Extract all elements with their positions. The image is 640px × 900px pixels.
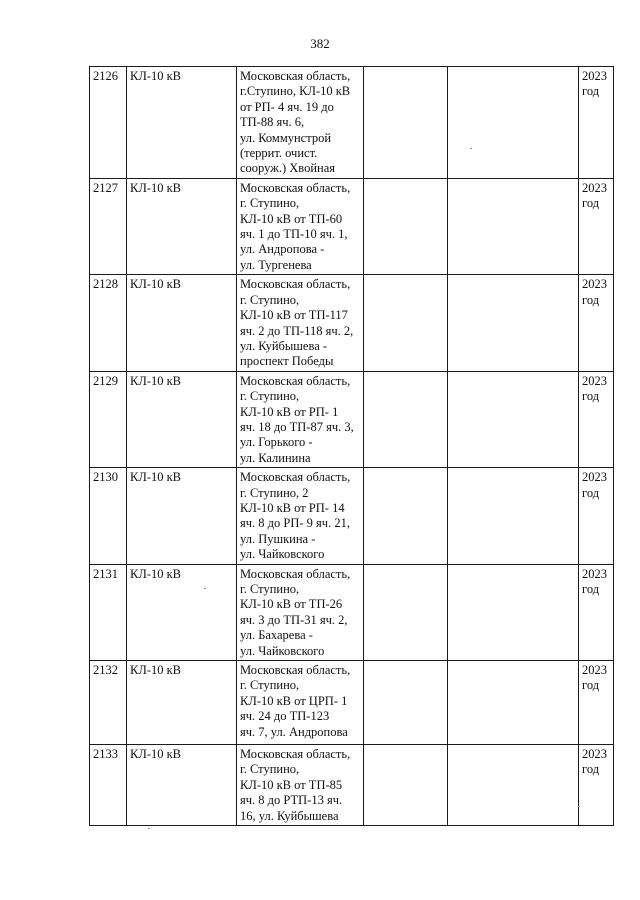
table-row: [90, 468, 614, 564]
object-type-cell: КЛ-10 кВ: [127, 468, 237, 564]
empty-cell: [448, 178, 579, 274]
empty-cell: [364, 178, 448, 274]
empty-cell: [364, 371, 448, 467]
empty-cell: [448, 661, 579, 745]
table-row: [90, 275, 614, 371]
row-number-cell: 2132: [90, 661, 127, 745]
object-type-cell: КЛ-10 кВ: [127, 178, 237, 274]
empty-cell: [364, 661, 448, 745]
year-cell: 2023 год: [579, 371, 614, 467]
table-row: [90, 564, 614, 660]
page-number: 382: [310, 36, 330, 51]
empty-cell: [448, 745, 579, 826]
table-row: [90, 745, 614, 826]
year-cell: 2023 год: [579, 178, 614, 274]
object-type-cell: КЛ-10 кВ: [127, 564, 237, 660]
scan-speck: [204, 588, 206, 589]
row-number-cell: 2126: [90, 67, 127, 179]
row-number-cell: 2133: [90, 745, 127, 826]
address-cell: Московская область, г. Ступино, КЛ-10 кВ от ТП-60 яч. 1 до ТП-10 яч. 1, ул. Андропова - ул. Тургенева: [237, 178, 364, 274]
year-cell: 2023 год: [579, 745, 614, 826]
object-type-cell: КЛ-10 кВ: [127, 661, 237, 745]
empty-cell: [448, 371, 579, 467]
scan-speck: [148, 828, 150, 829]
address-cell: Московская область, г. Ступино, КЛ-10 кВ от ТП-26 яч. 3 до ТП-31 яч. 2, ул. Бахарева - ул. Чайковского: [237, 564, 364, 660]
empty-cell: [364, 564, 448, 660]
empty-cell: [364, 275, 448, 371]
empty-cell: [448, 67, 579, 179]
address-cell: Московская область, г. Ступино, КЛ-10 кВ от ТП-85 яч. 8 до РТП-13 яч. 16, ул. Куйбышева: [237, 745, 364, 826]
object-type-cell: КЛ-10 кВ: [127, 745, 237, 826]
row-number-cell: 2128: [90, 275, 127, 371]
table-row: [90, 67, 614, 179]
address-cell: Московская область, г. Ступино, 2 КЛ-10 кВ от РП- 14 яч. 8 до РП- 9 яч. 21, ул. Пушкина - ул. Чайковского: [237, 468, 364, 564]
year-cell: 2023 год: [579, 661, 614, 745]
scan-speck: [470, 148, 472, 149]
year-cell: 2023 год: [579, 275, 614, 371]
object-type-cell: КЛ-10 кВ: [127, 371, 237, 467]
address-cell: Московская область, г.Ступино, КЛ-10 кВ от РП- 4 яч. 19 до ТП-88 яч. 6, ул. Коммунстрой (террит. очист. сооруж.) Хвойная: [237, 67, 364, 179]
row-number-cell: 2131: [90, 564, 127, 660]
table-row: [90, 178, 614, 274]
table-row: [90, 371, 614, 467]
table-row: [90, 661, 614, 745]
address-cell: Московская область, г. Ступино, КЛ-10 кВ от РП- 1 яч. 18 до ТП-87 яч. 3, ул. Горького - ул. Калинина: [237, 371, 364, 467]
address-cell: Московская область, г. Ступино, КЛ-10 кВ от ЦРП- 1 яч. 24 до ТП-123 яч. 7, ул. Андропова: [237, 661, 364, 745]
object-type-cell: КЛ-10 кВ: [127, 275, 237, 371]
row-number-cell: 2130: [90, 468, 127, 564]
empty-cell: [448, 564, 579, 660]
address-cell: Московская область, г. Ступино, КЛ-10 кВ от ТП-117 яч. 2 до ТП-118 яч. 2, ул. Куйбышева - проспект Победы: [237, 275, 364, 371]
empty-cell: [364, 468, 448, 564]
registry-table: [89, 66, 614, 826]
empty-cell: [364, 67, 448, 179]
empty-cell: [448, 275, 579, 371]
empty-cell: [364, 745, 448, 826]
year-cell: 2023 год: [579, 468, 614, 564]
year-cell: 2023 год: [579, 67, 614, 179]
row-number-cell: 2129: [90, 371, 127, 467]
empty-cell: [448, 468, 579, 564]
object-type-cell: КЛ-10 кВ: [127, 67, 237, 179]
year-cell: 2023 год: [579, 564, 614, 660]
scan-speck: [578, 806, 580, 807]
row-number-cell: 2127: [90, 178, 127, 274]
